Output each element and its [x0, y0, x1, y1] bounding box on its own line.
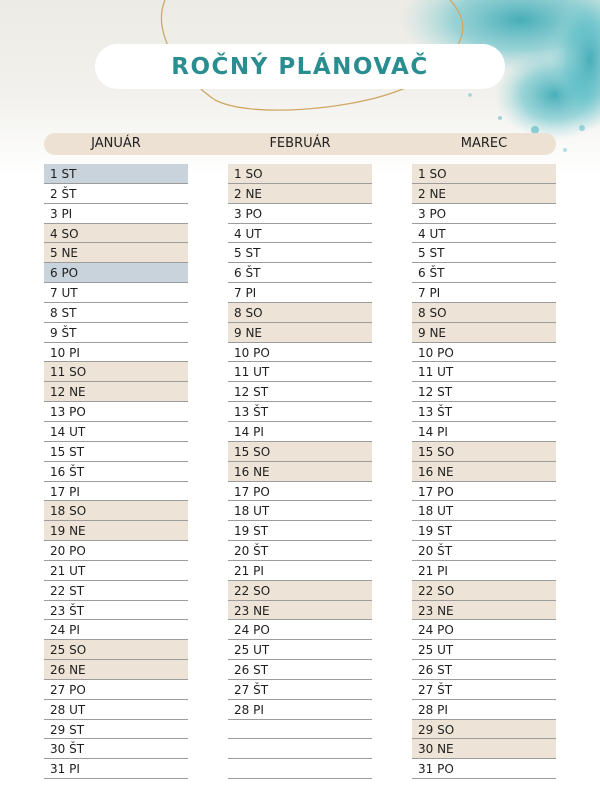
day-row: 8 ST [44, 303, 188, 323]
day-row: 6 ŠT [412, 263, 556, 283]
day-row: 29 SO [412, 720, 556, 740]
day-row: 11 UT [412, 362, 556, 382]
day-row: 23 NE [228, 601, 372, 621]
day-row: 15 SO [228, 442, 372, 462]
day-row [228, 720, 372, 740]
day-row: 19 ST [412, 521, 556, 541]
day-row: 24 PI [44, 620, 188, 640]
day-row: 9 NE [228, 323, 372, 343]
month-name-marec: MAREC [460, 136, 508, 151]
day-row: 26 ST [228, 660, 372, 680]
day-row: 5 ST [228, 243, 372, 263]
day-row: 7 PI [412, 283, 556, 303]
day-row: 8 SO [228, 303, 372, 323]
day-row: 2 ŠT [44, 184, 188, 204]
day-row: 14 PI [228, 422, 372, 442]
month-name-februar: FEBRUÁR [269, 136, 331, 151]
day-row: 3 PI [44, 204, 188, 224]
day-row: 10 PI [44, 343, 188, 363]
day-row: 21 PI [228, 561, 372, 581]
day-row: 4 UT [228, 224, 372, 244]
month-name-januar: JANUÁR [91, 136, 141, 151]
month-column-februar [228, 164, 372, 779]
day-row: 21 PI [412, 561, 556, 581]
day-row: 21 UT [44, 561, 188, 581]
day-row: 27 ŠT [228, 680, 372, 700]
day-row: 19 NE [44, 521, 188, 541]
day-row: 13 ŠT [412, 402, 556, 422]
day-row: 26 ST [412, 660, 556, 680]
day-row: 4 SO [44, 224, 188, 244]
day-row: 13 PO [44, 402, 188, 422]
day-row: 16 NE [228, 462, 372, 482]
day-row: 16 NE [412, 462, 556, 482]
title-banner [95, 44, 505, 89]
day-row: 2 NE [412, 184, 556, 204]
day-row: 27 ŠT [412, 680, 556, 700]
day-row: 4 UT [412, 224, 556, 244]
day-row: 28 UT [44, 700, 188, 720]
day-row: 28 PI [228, 700, 372, 720]
day-row: 27 PO [44, 680, 188, 700]
day-row [228, 759, 372, 779]
day-row: 26 NE [44, 660, 188, 680]
day-row: 16 ŠT [44, 462, 188, 482]
day-row: 3 PO [412, 204, 556, 224]
day-row: 2 NE [228, 184, 372, 204]
day-row: 28 PI [412, 700, 556, 720]
day-row: 9 NE [412, 323, 556, 343]
day-row: 6 PO [44, 263, 188, 283]
day-row: 13 ŠT [228, 402, 372, 422]
day-row: 22 SO [412, 581, 556, 601]
day-row: 17 PO [412, 482, 556, 502]
month-column-marec [412, 164, 556, 779]
day-row: 10 PO [412, 343, 556, 363]
day-row: 10 PO [228, 343, 372, 363]
day-row: 12 ST [228, 382, 372, 402]
day-row: 5 ST [412, 243, 556, 263]
day-row [228, 739, 372, 759]
day-row: 25 UT [412, 640, 556, 660]
day-row: 14 PI [412, 422, 556, 442]
month-column-januar [44, 164, 188, 779]
day-row: 11 SO [44, 362, 188, 382]
day-row: 14 UT [44, 422, 188, 442]
day-row: 18 SO [44, 501, 188, 521]
day-row: 22 ST [44, 581, 188, 601]
day-row: 24 PO [412, 620, 556, 640]
day-row: 25 SO [44, 640, 188, 660]
day-row: 20 ŠT [412, 541, 556, 561]
day-row: 7 PI [228, 283, 372, 303]
day-row: 1 SO [412, 164, 556, 184]
day-row: 1 SO [228, 164, 372, 184]
day-row: 29 ST [44, 720, 188, 740]
day-row: 22 SO [228, 581, 372, 601]
day-row: 11 UT [228, 362, 372, 382]
day-row: 23 NE [412, 601, 556, 621]
day-row: 30 ŠT [44, 739, 188, 759]
day-row: 20 PO [44, 541, 188, 561]
day-row: 6 ŠT [228, 263, 372, 283]
day-row: 8 SO [412, 303, 556, 323]
day-row: 17 PO [228, 482, 372, 502]
day-row: 3 PO [228, 204, 372, 224]
day-row: 19 ST [228, 521, 372, 541]
day-row: 12 NE [44, 382, 188, 402]
day-row: 7 UT [44, 283, 188, 303]
day-row: 31 PO [412, 759, 556, 779]
day-row: 17 PI [44, 482, 188, 502]
day-row: 15 ST [44, 442, 188, 462]
day-row: 18 UT [412, 501, 556, 521]
day-row: 31 PI [44, 759, 188, 779]
day-row: 24 PO [228, 620, 372, 640]
day-row: 1 ST [44, 164, 188, 184]
day-row: 30 NE [412, 739, 556, 759]
day-row: 20 ŠT [228, 541, 372, 561]
page-title: ROČNÝ PLÁNOVAČ [171, 53, 429, 80]
day-row: 18 UT [228, 501, 372, 521]
day-row: 12 ST [412, 382, 556, 402]
day-row: 15 SO [412, 442, 556, 462]
day-row: 5 NE [44, 243, 188, 263]
day-row: 9 ŠT [44, 323, 188, 343]
day-row: 25 UT [228, 640, 372, 660]
day-row: 23 ŠT [44, 601, 188, 621]
